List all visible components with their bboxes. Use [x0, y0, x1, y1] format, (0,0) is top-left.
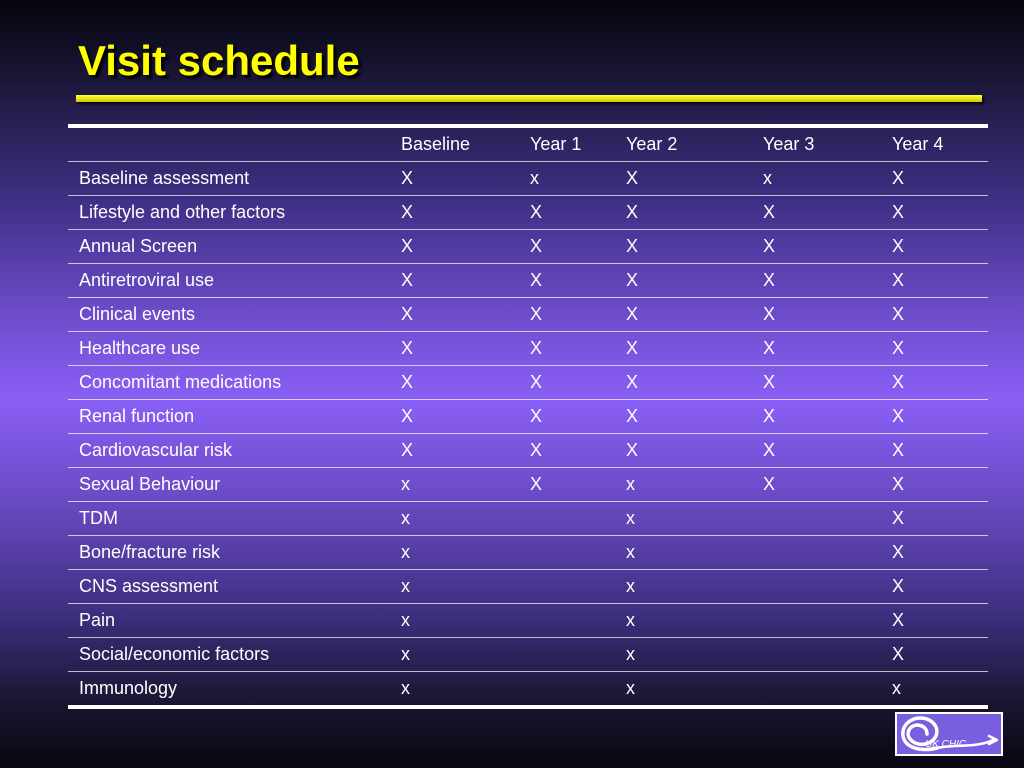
- cell-baseline: X: [390, 162, 519, 196]
- cell-year-1: [519, 638, 615, 672]
- cell-year-1: [519, 502, 615, 536]
- cell-year-1: X: [519, 264, 615, 298]
- cell-year-4: X: [881, 400, 988, 434]
- cell-year-3: X: [752, 196, 881, 230]
- cell-year-3: [752, 638, 881, 672]
- cell-year-4: X: [881, 604, 988, 638]
- slide-title: Visit schedule: [78, 37, 360, 84]
- table-row: [68, 264, 988, 298]
- cell-year-2: X: [615, 196, 752, 230]
- table-row: [68, 468, 988, 502]
- cell-year-4: X: [881, 332, 988, 366]
- column-header-year-2: Year 2: [615, 126, 752, 162]
- visit-schedule-table: [68, 124, 988, 709]
- cell-year-1: X: [519, 434, 615, 468]
- column-header-activity: [68, 126, 390, 162]
- column-header-baseline: Baseline: [390, 126, 519, 162]
- row-activity-label: Immunology: [79, 678, 178, 698]
- row-activity-label: Healthcare use: [68, 332, 390, 366]
- swirl-logo-icon: [897, 714, 1001, 754]
- row-activity-label: Antiretroviral use: [68, 264, 390, 298]
- cell-year-2: x: [615, 570, 752, 604]
- table-row: [68, 332, 988, 366]
- row-activity-label: Concomitant medications: [68, 366, 390, 400]
- table-row: [68, 298, 988, 332]
- table-row: [68, 230, 988, 264]
- cell-year-3: X: [752, 298, 881, 332]
- row-activity-label: CNS assessment: [68, 570, 390, 604]
- cell-year-2: X: [615, 434, 752, 468]
- table-row: [68, 638, 988, 672]
- cell-year-3: x: [752, 162, 881, 196]
- title-underline: [76, 95, 982, 102]
- row-activity-label: Renal function: [68, 400, 390, 434]
- row-activity-label: Bone/fracture risk: [68, 536, 390, 570]
- cell-year-4: X: [881, 162, 988, 196]
- cell-year-2: X: [615, 332, 752, 366]
- table-row: [68, 672, 988, 708]
- table-row: [68, 434, 988, 468]
- table-row: [68, 196, 988, 230]
- column-header-year-3: Year 3: [752, 126, 881, 162]
- cell-baseline: X: [390, 366, 519, 400]
- cell-year-3: X: [752, 264, 881, 298]
- cell-year-3: X: [752, 230, 881, 264]
- row-activity-label: Baseline assessment: [68, 162, 390, 196]
- cell-year-4: X: [881, 468, 988, 502]
- cell-baseline: X: [390, 196, 519, 230]
- cell-year-4: X: [881, 434, 988, 468]
- cell-year-3: [752, 570, 881, 604]
- row-activity-label: Sexual Behaviour: [68, 468, 390, 502]
- cell-year-3: [752, 672, 881, 708]
- table-row: [68, 502, 988, 536]
- column-header-year-4: Year 4: [881, 126, 988, 162]
- table-header-row: [68, 126, 988, 162]
- cell-year-2: x: [615, 604, 752, 638]
- cell-year-1: [519, 672, 615, 708]
- cell-baseline: x: [401, 678, 410, 698]
- cell-year-3: [752, 536, 881, 570]
- table-row: [68, 536, 988, 570]
- cell-baseline: x: [390, 536, 519, 570]
- table-row: [68, 570, 988, 604]
- cell-baseline: X: [390, 332, 519, 366]
- cell-year-4: X: [881, 536, 988, 570]
- cell-year-1: x: [519, 162, 615, 196]
- cell-year-1: X: [519, 366, 615, 400]
- cell-year-2: X: [615, 162, 752, 196]
- row-activity-label: Clinical events: [68, 298, 390, 332]
- table-row: [68, 366, 988, 400]
- cell-baseline: X: [390, 264, 519, 298]
- cell-year-4: X: [881, 570, 988, 604]
- cell-year-4: X: [881, 298, 988, 332]
- uk-chic-logo: [895, 712, 1003, 756]
- cell-baseline: x: [390, 468, 519, 502]
- cell-year-2: X: [615, 400, 752, 434]
- cell-year-2: X: [615, 264, 752, 298]
- cell-year-3: X: [752, 366, 881, 400]
- cell-year-3: [752, 502, 881, 536]
- cell-year-2: x: [615, 502, 752, 536]
- cell-year-3: X: [752, 434, 881, 468]
- cell-year-3: [752, 604, 881, 638]
- row-activity-label: Social/economic factors: [68, 638, 390, 672]
- cell-year-1: X: [519, 298, 615, 332]
- row-activity-label: Annual Screen: [68, 230, 390, 264]
- row-activity-label: TDM: [68, 502, 390, 536]
- cell-year-2: X: [615, 366, 752, 400]
- cell-year-4: X: [881, 366, 988, 400]
- cell-year-4: X: [881, 638, 988, 672]
- cell-year-4: x: [892, 678, 901, 698]
- cell-year-2: X: [615, 230, 752, 264]
- cell-year-1: [519, 536, 615, 570]
- cell-year-3: X: [752, 468, 881, 502]
- cell-year-4: X: [881, 230, 988, 264]
- row-activity-label: Pain: [68, 604, 390, 638]
- cell-baseline: X: [390, 298, 519, 332]
- logo-text: UK CHIC: [925, 739, 967, 750]
- cell-year-1: X: [519, 332, 615, 366]
- cell-year-2: x: [615, 468, 752, 502]
- cell-year-2: X: [615, 298, 752, 332]
- cell-year-1: X: [519, 196, 615, 230]
- cell-baseline: x: [390, 604, 519, 638]
- cell-year-2: x: [615, 536, 752, 570]
- table-row: [68, 604, 988, 638]
- cell-year-3: X: [752, 400, 881, 434]
- row-activity-label: Lifestyle and other factors: [68, 196, 390, 230]
- cell-baseline: X: [390, 230, 519, 264]
- cell-year-1: X: [519, 230, 615, 264]
- cell-year-1: X: [519, 468, 615, 502]
- cell-baseline: x: [390, 570, 519, 604]
- cell-year-1: X: [519, 400, 615, 434]
- cell-year-2: x: [615, 638, 752, 672]
- column-header-year-1: Year 1: [519, 126, 615, 162]
- cell-year-4: X: [881, 196, 988, 230]
- cell-year-1: [519, 570, 615, 604]
- row-activity-label: Cardiovascular risk: [68, 434, 390, 468]
- cell-year-4: X: [881, 264, 988, 298]
- cell-baseline: x: [390, 638, 519, 672]
- cell-year-2: x: [626, 678, 635, 698]
- cell-baseline: x: [390, 502, 519, 536]
- cell-year-3: X: [752, 332, 881, 366]
- table-row: [68, 400, 988, 434]
- cell-year-4: X: [881, 502, 988, 536]
- cell-year-1: [519, 604, 615, 638]
- table-row: [68, 162, 988, 196]
- cell-baseline: X: [390, 434, 519, 468]
- cell-baseline: X: [390, 400, 519, 434]
